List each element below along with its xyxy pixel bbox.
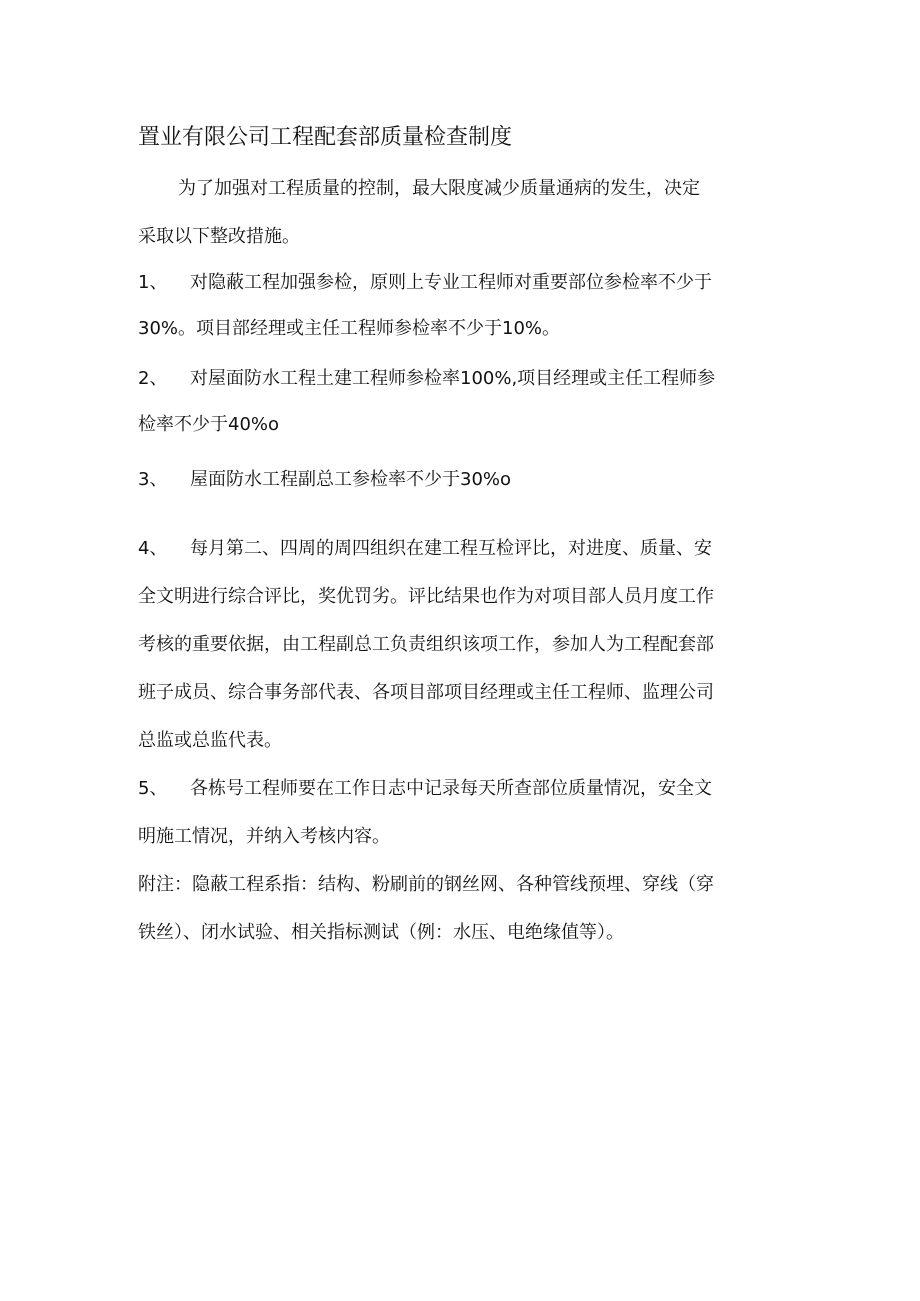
item-text: 各栋号工程师要在工作日志中记录每天所查部位质量情况，安全文: [190, 778, 712, 799]
item-4: [138, 534, 712, 564]
note-line: 铁丝）、闭水试验、相关指标测试（例：水压、电绝缘值等）。: [138, 922, 624, 943]
item-continuation: 班子成员、综合事务部代表、各项目部项目经理或主任工程师、监理公司: [138, 682, 714, 703]
item-text: 对屋面防水工程土建工程师参检率100%,项目经理或主任工程师参: [190, 368, 716, 389]
intro-line: 采取以下整改措施。: [138, 226, 300, 247]
item-text: 屋面防水工程副总工参检率不少于30%o: [190, 469, 512, 490]
note-line: 附注：隐蔽工程系指：结构、粉刷前的钢丝网、各种管线预埋、穿线（穿: [138, 874, 714, 895]
item-continuation: 30%。项目部经理或主任工程师参检率不少于10%。: [138, 318, 561, 339]
item-number: 2、: [138, 368, 168, 389]
item-number: 5、: [138, 778, 168, 799]
item-3: [138, 465, 511, 495]
item-continuation: 检率不少于40%o: [138, 414, 280, 435]
item-continuation: 明施工情况，并纳入考核内容。: [138, 826, 390, 847]
item-1: [138, 268, 712, 298]
item-continuation: 考核的重要依据，由工程副总工负责组织该项工作，参加人为工程配套部: [138, 634, 714, 655]
document-title: 置业有限公司工程配套部质量检查制度: [138, 125, 513, 150]
item-5: [138, 774, 712, 804]
item-2: [138, 364, 715, 394]
item-text: 对隐蔽工程加强参检，原则上专业工程师对重要部位参检率不少于: [190, 272, 712, 293]
item-number: 4、: [138, 538, 168, 559]
item-text: 每月第二、四周的周四组织在建工程互检评比，对进度、质量、安: [190, 538, 712, 559]
item-continuation: 全文明进行综合评比，奖优罚劣。评比结果也作为对项目部人员月度工作: [138, 586, 714, 607]
item-number: 3、: [138, 469, 168, 490]
item-continuation: 总监或总监代表。: [138, 730, 282, 751]
intro-line: 为了加强对工程质量的控制，最大限度减少质量通病的发生，决定: [178, 178, 700, 199]
item-number: 1、: [138, 272, 168, 293]
